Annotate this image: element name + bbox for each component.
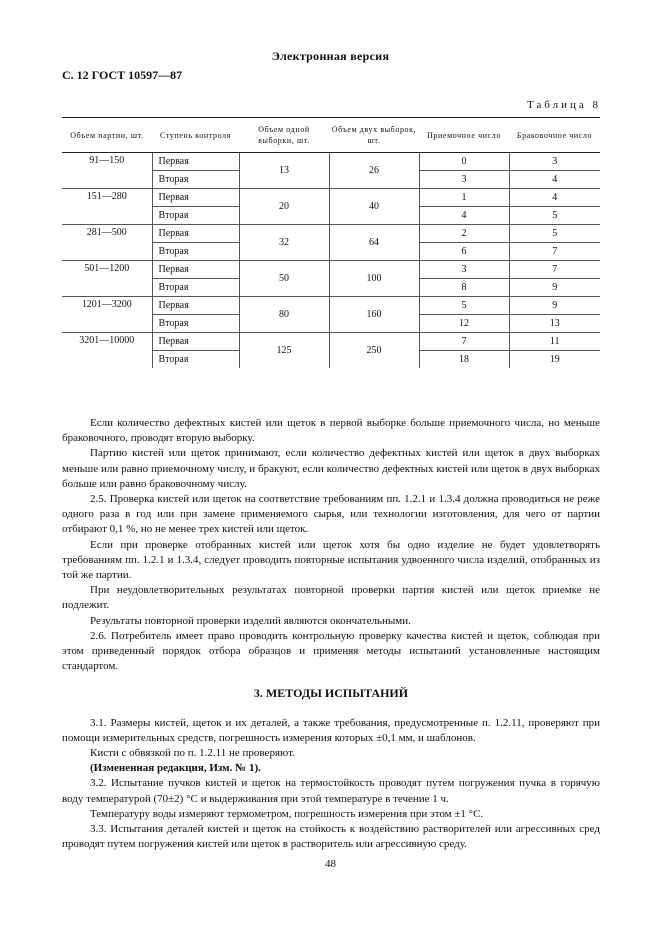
col-header-reject: Браковочное число [509,118,600,153]
accept-number: 4 [419,207,509,225]
col-header-accept: Приемочное число [419,118,509,153]
stage: Первая [152,261,239,279]
lot-size: 151—280 [62,189,152,225]
reject-number: 3 [509,153,600,171]
col-header-stage: Ступень контроля [152,118,239,153]
lot-size: 1201—3200 [62,297,152,333]
paragraph: Партию кистей или щеток принимают, если количество дефектных кистей или щеток в двух выборках меньше или равно приемочному числу, и бракуют, если количество дефектных кистей или щеток в двух выборках больше или равно браковочному числу. [62,447,600,490]
reject-number: 4 [509,171,600,189]
accept-number: 6 [419,243,509,261]
body-text [62,416,600,852]
section-title: 3. МЕТОДЫ ИСПЫТАНИЙ [253,686,409,701]
table-row [62,153,600,171]
stage: Вторая [152,351,239,369]
paragraph: 2.6. Потребитель имеет право проводить контрольную проверку качества кистей и щеток, соблюдая при этом приведенный порядок отбора образцов и применяя методы испытаний установленные настоящим стандартом. [62,629,600,673]
one-sample-size: 80 [239,297,329,333]
reject-number: 5 [509,207,600,225]
one-sample-size: 125 [239,333,329,369]
paragraph: Температуру воды измеряют термометром, погрешность измерения при этом ±1 °С. [90,807,484,820]
reject-number: 7 [509,261,600,279]
reject-number: 9 [509,279,600,297]
lot-size: 91—150 [62,153,152,189]
table-row [62,189,600,207]
table-row [62,225,600,243]
col-header-two-samples: Объем двух выборок, шт. [329,118,419,153]
lot-size: 281—500 [62,225,152,261]
reject-number: 5 [509,225,600,243]
table-row [62,261,600,279]
stage: Первая [152,225,239,243]
two-sample-size: 26 [329,153,419,189]
reject-number: 19 [509,351,600,369]
two-sample-size: 250 [329,333,419,369]
accept-number: 3 [419,171,509,189]
one-sample-size: 50 [239,261,329,297]
paragraph: Если количество дефектных кистей или щеток в первой выборке больше приемочного числа, но меньше браковочного, проводят вторую выборку. [62,417,600,445]
table-header-row [62,118,600,153]
accept-number: 18 [419,351,509,369]
reject-number: 7 [509,243,600,261]
stage: Вторая [152,315,239,333]
table-label: Таблица 8 [526,99,601,111]
paragraph: 3.2. Испытание пучков кистей и щеток на термостойкость проводят путем погружения пучка в горячую воду температурой (70±2) °С и выдерживания при этой температуре в течение 1 ч. [62,777,600,805]
paragraph: 3.3. Испытания деталей кистей и щеток на стойкость к воздействию растворителей или агрессивных сред проводят путем погружения кистей или щеток в растворитель или агрессивную среду. [62,823,600,851]
accept-number: 8 [419,279,509,297]
reject-number: 9 [509,297,600,315]
col-header-lot: Объем партии, шт. [62,118,152,153]
sampling-table [62,117,600,368]
stage: Вторая [152,207,239,225]
accept-number: 7 [419,333,509,351]
stage: Первая [152,153,239,171]
paragraph: 3.1. Размеры кистей, щеток и их деталей, а также требования, предусмотренные п. 1.2.11, проверяют при помощи измерительных средств, погрешность измерения которых ±0,1 мм, и шаблонов. [62,716,600,744]
two-sample-size: 160 [329,297,419,333]
reject-number: 4 [509,189,600,207]
stage: Вторая [152,171,239,189]
two-sample-size: 64 [329,225,419,261]
paragraph: 2.5. Проверка кистей или щеток на соответствие требованиям пп. 1.2.1 и 1.3.4 должна проводиться не реже одного раза в год или при замене применяемого сырья, или технологии изготовления, для чего от партии отбирают 0,1 %, но не менее трех кистей или щеток. [62,493,600,536]
stage: Первая [152,189,239,207]
stage: Вторая [152,279,239,297]
one-sample-size: 20 [239,189,329,225]
one-sample-size: 13 [239,153,329,189]
accept-number: 1 [419,189,509,207]
col-header-one-sample: Объем одной выборки, шт. [239,118,329,153]
two-sample-size: 40 [329,189,419,225]
stage: Вторая [152,243,239,261]
paragraph: При неудовлетворительных результатах повторной проверки партия кистей или щеток приемке не подлежит. [62,584,600,612]
paragraph: Если при проверке отобранных кистей или щеток хотя бы одно изделие не будет удовлетворять требованиям пп. 1.2.1 и 1.3.4, следует проводить повторные испытания удвоенного числа изделий, отобранных из той же партии. [62,538,600,582]
paragraph: Кисти с обвязкой по п. 1.2.11 не проверяют. [90,747,295,760]
electronic-version-header: Электронная версия [271,49,390,63]
stage: Первая [152,297,239,315]
accept-number: 5 [419,297,509,315]
stage: Первая [152,333,239,351]
accept-number: 2 [419,225,509,243]
accept-number: 0 [419,153,509,171]
amendment-note: (Измененная редакция, Изм. № 1). [90,762,261,775]
accept-number: 3 [419,261,509,279]
lot-size: 501—1200 [62,261,152,297]
document-reference: С. 12 ГОСТ 10597—87 [62,68,183,82]
paragraph: Результаты повторной проверки изделий являются окончательными. [90,614,411,627]
lot-size: 3201—10000 [79,335,135,346]
table-row [62,297,600,315]
reject-number: 13 [509,315,600,333]
two-sample-size: 100 [329,261,419,297]
reject-number: 11 [509,333,600,351]
accept-number: 12 [419,315,509,333]
table-row [62,333,600,351]
page-number: 48 [325,858,336,870]
one-sample-size: 32 [239,225,329,261]
